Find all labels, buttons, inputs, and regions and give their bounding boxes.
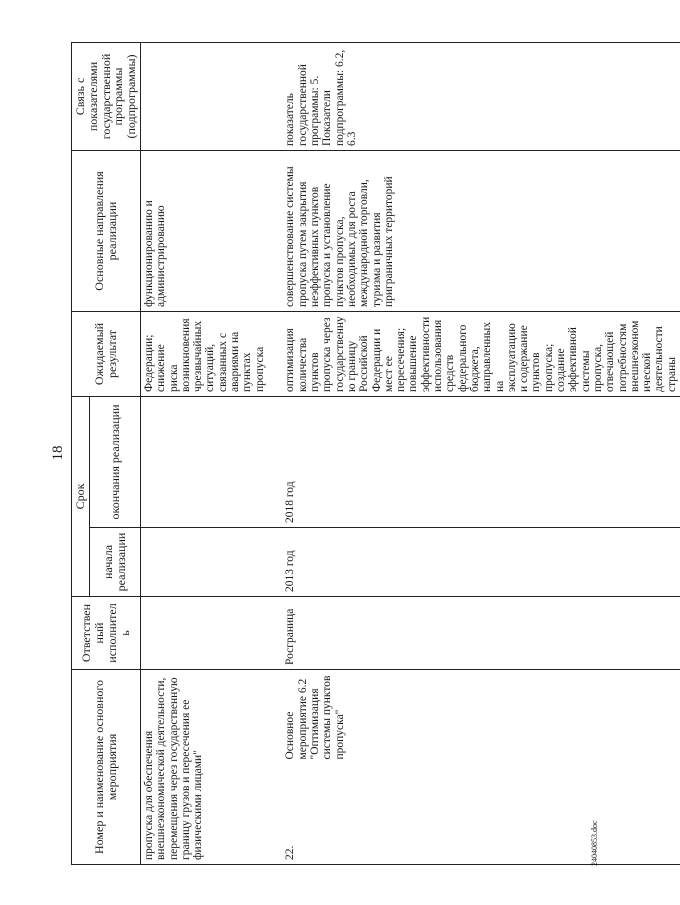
document-code: 24040853.doc (590, 820, 599, 866)
header-name: Номер и наименование основного мероприятия (72, 670, 141, 865)
measures-table (71, 42, 680, 865)
row-directions: совершенствование системы пропуска путем закрытия неэффективных пунктов пропуска и установление пунктов пропуска, необходимых для роста международной торговли, туризма и развития приграничных территорий (282, 151, 680, 312)
row-number: 22. (282, 764, 680, 865)
header-executor: Ответственный исполнитель (72, 597, 141, 670)
row-end (140, 397, 282, 528)
row-executor: Росграница (282, 597, 680, 670)
header-link: Связь с показателями государственной программы (подпрограммы) (72, 43, 141, 151)
header-term-start: начала реализации (89, 528, 140, 597)
table-row (282, 43, 680, 865)
page-number: 18 (50, 445, 66, 461)
row-result: Федерации; снижение риска возникновения чрезвычайных ситуаций, связанных с авариями на пунктах пропуска (140, 312, 282, 397)
row-link: показатель государственной программы: 5. Показатели подпрограммы: 6.2, 6.3 (282, 43, 680, 151)
row-name: пропуска для обеспечения внешнеэкономической деятельности, перемещения через государственную границу грузов и пересечения ее физическими лицами" (140, 670, 282, 865)
table-row (140, 43, 282, 865)
header-term-end: окончания реализации (89, 397, 140, 528)
header-result: Ожидаемый результат (72, 312, 141, 397)
row-start: 2013 год (282, 528, 680, 597)
row-link (140, 43, 282, 151)
row-end: 2018 год (282, 397, 680, 528)
header-directions: Основные направления реализации (72, 151, 141, 312)
row-executor (140, 597, 282, 670)
row-directions: функционированию и администрированию (140, 151, 282, 312)
row-result: оптимизация количества пунктов пропуска через государственную границу Российской Федерации и мест ее пересечения; повышение эффективности использования средств федерального бюджета, направленных на эксплуатацию и содержание пунктов пропуска; создание эффективной системы пропуска, отвечающей потребностям внешнеэкономической деятельности страны (282, 312, 680, 397)
row-start (140, 528, 282, 597)
header-term: Срок (72, 397, 90, 597)
row-name: Основное мероприятие 6.2 "Оптимизация системы пунктов пропуска" (282, 670, 680, 764)
